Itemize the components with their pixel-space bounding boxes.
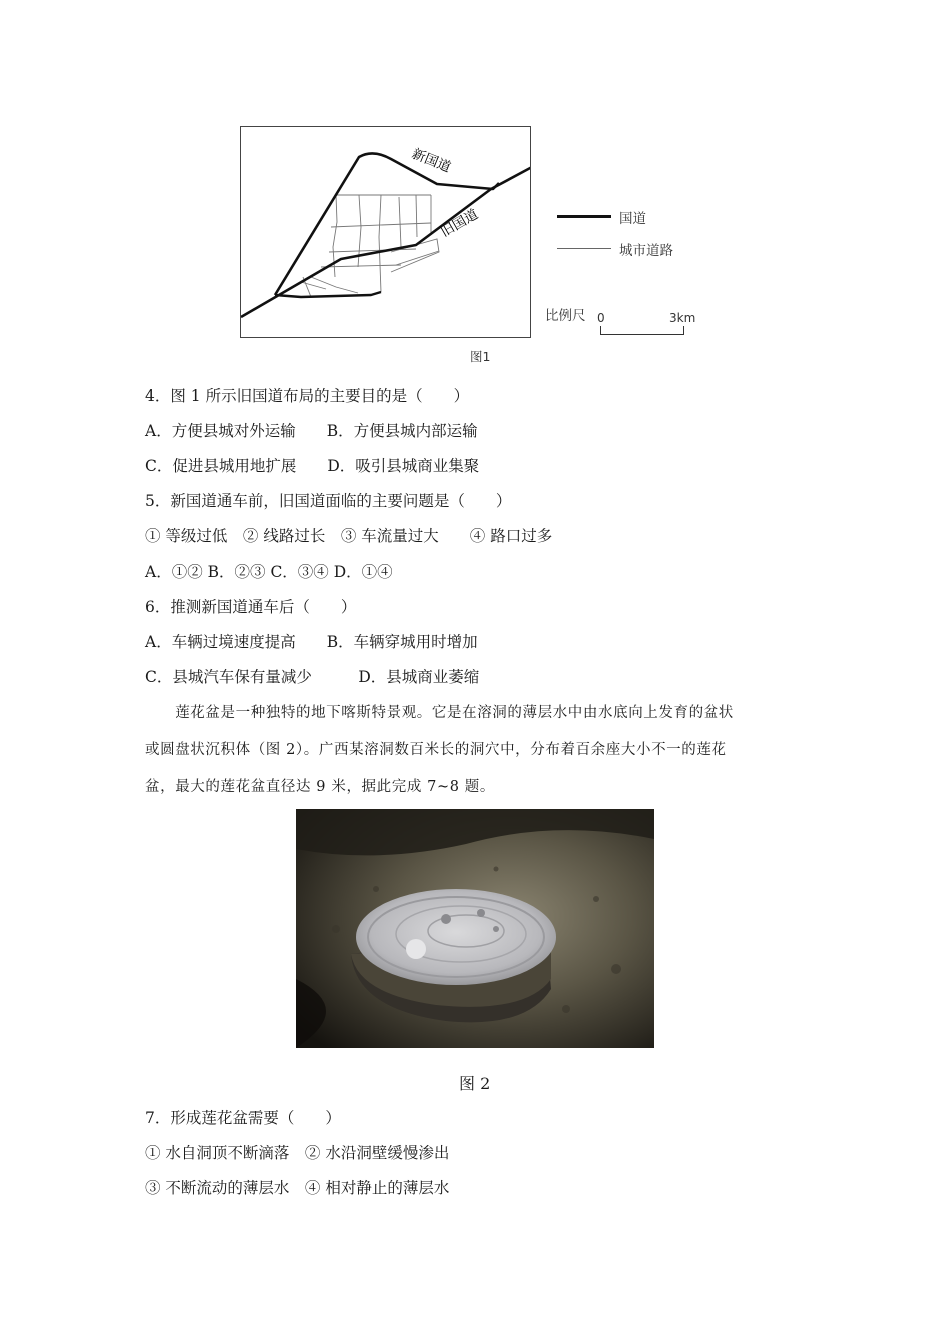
question-6-options-ab: A．车辆过境速度提高 B．车辆穿城用时增加 [145,633,478,651]
scale-zero: 0 [597,311,605,325]
question-5-stem: 5．新国道通车前，旧国道面临的主要问题是（ ） [145,492,512,510]
question-6-stem: 6．推测新国道通车后（ ） [145,598,357,616]
figure2-photo [296,809,654,1048]
legend-city-road-label: 城市道路 [619,243,673,259]
legend-national-road-swatch [557,215,611,218]
national-roads [241,153,531,317]
question-6-options-cd: C．县城汽车保有量减少 D．县城商业萎缩 [145,668,480,686]
question-5-statements: ① 等级过低 ② 线路过长 ③ 车流量过大 ④ 路口过多 [145,527,553,545]
scale-label: 比例尺 [545,308,586,324]
city-roads [301,195,439,297]
passage-line-2: 或圆盘状沉积体（图 2）。广西某溶洞数百米长的洞穴中，分布着百余座大小不一的莲花 [145,742,727,758]
scale-distance: 3km [669,311,696,325]
question-5-options: A．①② B．②③ C．③④ D．①④ [145,563,393,581]
passage-line-3: 盆，最大的莲花盆直径达 9 米，据此完成 7~8 题。 [145,779,495,795]
scale-bar [545,300,705,340]
label-old-road: 旧国道 [438,206,482,241]
scale-line [600,326,684,335]
road-map-svg [241,127,531,338]
question-7-stem: 7．形成莲花盆需要（ ） [145,1109,341,1127]
question-4-options-ab: A．方便县城对外运输 B．方便县城内部运输 [145,422,478,440]
question-7-statements-12: ① 水自洞顶不断滴落 ② 水沿洞壁缓慢渗出 [145,1144,450,1162]
lotus-basin-image [296,809,654,1048]
passage-line-1: 莲花盆是一种独特的地下喀斯特景观。它是在溶洞的薄层水中由水底向上发育的盆状 [145,705,734,721]
figure1-caption: 图1 [470,349,491,364]
legend [555,205,695,265]
question-4-options-cd: C．促进县城用地扩展 D．吸引县城商业集聚 [145,457,480,475]
figure1-map [240,126,531,338]
label-new-road: 新国道 [409,145,454,176]
legend-national-road-label: 国道 [619,211,646,227]
question-7-statements-34: ③ 不断流动的薄层水 ④ 相对静止的薄层水 [145,1179,450,1197]
legend-city-road-swatch [557,248,611,249]
figure2-caption: 图 2 [459,1074,491,1093]
question-4-stem: 4．图 1 所示旧国道布局的主要目的是（ ） [145,387,470,405]
